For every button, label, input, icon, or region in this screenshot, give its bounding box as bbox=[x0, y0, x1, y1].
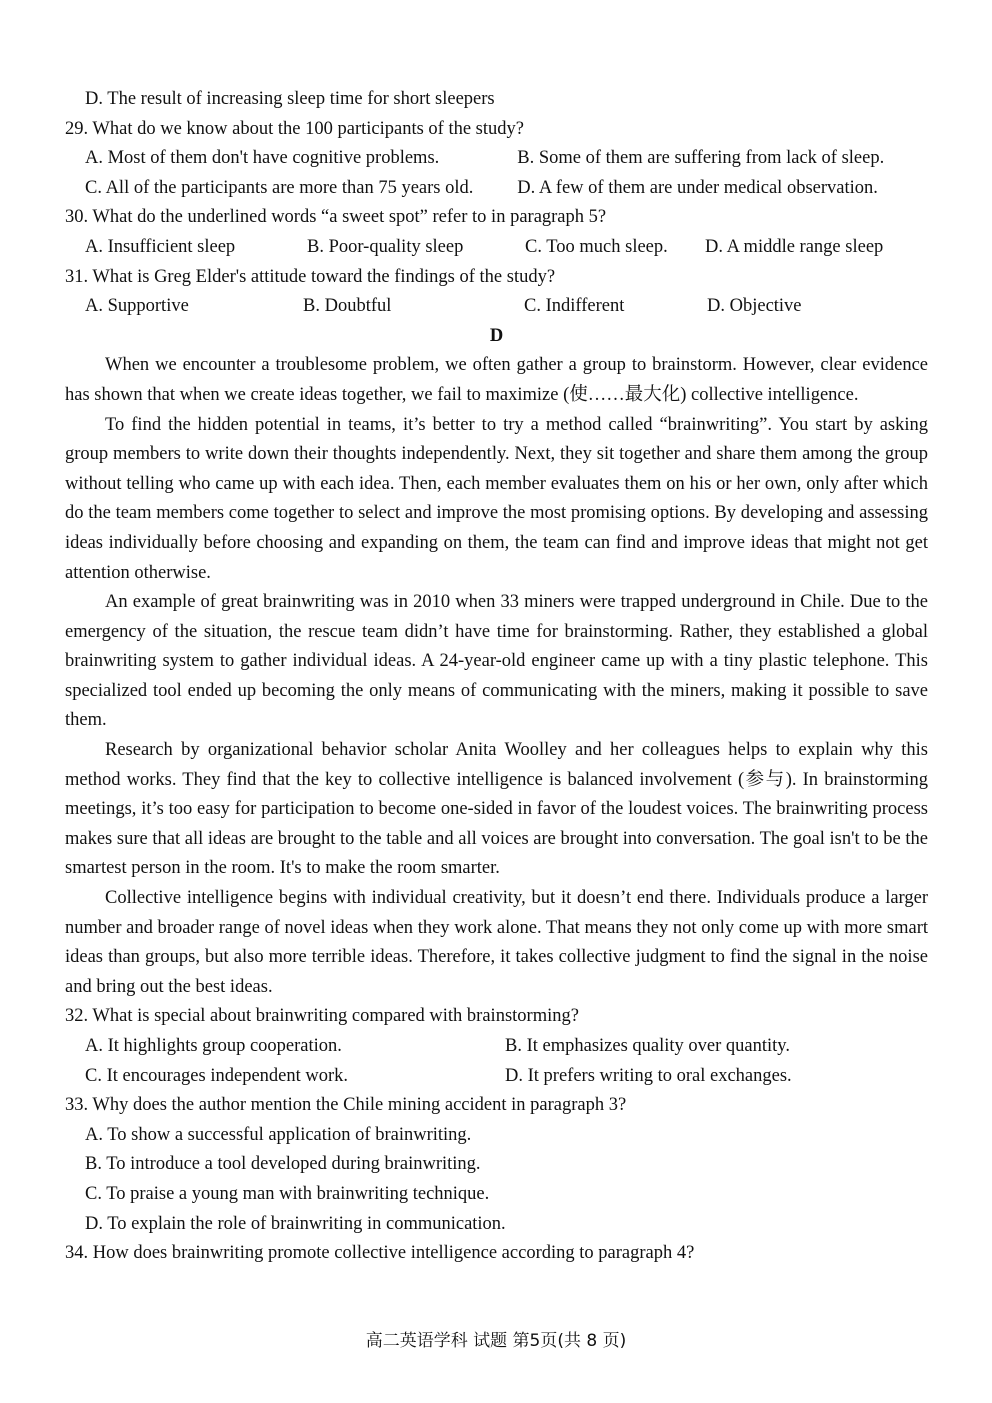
q32-options-row1 bbox=[65, 1032, 928, 1062]
passage-paragraph-5: Collective intelligence begins with individual creativity, but it doesn’t end there. Individuals produce a larger number and broader range of novel ideas when they work alone. That means they not only come up with more smart ideas than groups, but also more terrible ideas. Therefore, it takes collective judgment to find the signal in the noise and bring out the best ideas. bbox=[65, 888, 928, 997]
q31-options-row bbox=[65, 292, 928, 322]
passage-paragraph-2: To find the hidden potential in teams, it’s better to try a method called “brainwriting”. You start by asking group members to write down their thoughts independently. Next, they sit together and share them among the group without telling who came up with each idea. Then, each member evaluates them on his or her own, only after which do the team members come together to select and improve the most promising options. By developing and assessing ideas individually before choosing and expanding on them, the team can find and improve ideas that might not get attention otherwise. bbox=[65, 414, 928, 583]
q33-option-a: A. To show a successful application of brainwriting. bbox=[85, 1124, 472, 1145]
q32-options-row2 bbox=[65, 1062, 928, 1092]
passage-paragraph-1: When we encounter a troublesome problem, we often gather a group to brainstorm. However, clear evidence has shown that when we create ideas together, we fail to maximize (使……最大化) collective intelligence. bbox=[65, 355, 928, 405]
section-d-heading: D bbox=[489, 325, 504, 346]
passage-paragraph-3: An example of great brainwriting was in 2010 when 33 miners were trapped underground in Chile. Due to the emergency of the situation, the rescue team didn’t have time for brainstorming. Rather, they established a global brainwriting system to gather individual ideas. A 24-year-old engineer came up with a tiny plastic telephone. This specialized tool ended up becoming the only means of communicating with the miners, making it possible to save them. bbox=[65, 592, 928, 731]
q31-option-a: A. Supportive bbox=[85, 296, 189, 317]
q29-stem: 29. What do we know about the 100 participants of the study? bbox=[65, 118, 524, 139]
q30-option-a: A. Insufficient sleep bbox=[85, 236, 236, 257]
q30-option-b: B. Poor-quality sleep bbox=[307, 236, 464, 257]
q30-option-d: D. A middle range sleep bbox=[705, 236, 884, 257]
q32-option-a: A. It highlights group cooperation. bbox=[85, 1036, 342, 1056]
q33-stem: 33. Why does the author mention the Chile mining accident in paragraph 3? bbox=[65, 1095, 627, 1116]
q30-stem: 30. What do the underlined words “a sweet spot” refer to in paragraph 5? bbox=[65, 207, 607, 228]
q34-stem: 34. How does brainwriting promote collective intelligence according to paragraph 4? bbox=[65, 1243, 695, 1264]
q30-option-c: C. Too much sleep. bbox=[525, 236, 668, 257]
q33-option-b: B. To introduce a tool developed during brainwriting. bbox=[85, 1154, 481, 1175]
q29-options-row1 bbox=[65, 144, 928, 174]
q32-option-c: C. It encourages independent work. bbox=[85, 1065, 349, 1086]
q29-option-d: D. A few of them are under medical observation. bbox=[517, 177, 878, 198]
q29-option-b: B. Some of them are suffering from lack of sleep. bbox=[517, 148, 885, 169]
page-footer: 高二英语学科 试题 第5页(共 8 页) bbox=[365, 1331, 627, 1351]
q33-option-d: D. To explain the role of brainwriting in communication. bbox=[85, 1213, 506, 1234]
q29-options-row2 bbox=[65, 174, 928, 204]
q30-options-row bbox=[65, 233, 928, 263]
q31-option-b: B. Doubtful bbox=[303, 296, 392, 317]
q28-option-d: D. The result of increasing sleep time for short sleepers bbox=[85, 89, 495, 109]
q31-stem: 31. What is Greg Elder's attitude toward the findings of the study? bbox=[65, 266, 556, 287]
q29-option-a: A. Most of them don't have cognitive problems. bbox=[85, 148, 440, 169]
q33-option-c: C. To praise a young man with brainwriting technique. bbox=[85, 1183, 490, 1204]
q31-option-c: C. Indifferent bbox=[524, 296, 625, 317]
passage-paragraph-4: Research by organizational behavior scholar Anita Woolley and her colleagues helps to explain why this method works. They find that the key to collective intelligence is balanced involvement (参与). In brainstorming meetings, it’s too easy for participation to become one-sided in favor of the loudest voices. The brainwriting process makes sure that all ideas are brought to the table and all voices are brought into conversation. The goal isn't to be the smartest person in the room. It's to make the room smarter. bbox=[65, 740, 928, 879]
q32-option-d: D. It prefers writing to oral exchanges. bbox=[505, 1065, 792, 1086]
q32-option-b: B. It emphasizes quality over quantity. bbox=[505, 1036, 790, 1056]
q32-stem: 32. What is special about brainwriting compared with brainstorming? bbox=[65, 1006, 579, 1027]
page-content bbox=[65, 85, 928, 1269]
q31-option-d: D. Objective bbox=[707, 296, 802, 317]
q29-option-c: C. All of the participants are more than 75 years old. bbox=[85, 177, 474, 198]
